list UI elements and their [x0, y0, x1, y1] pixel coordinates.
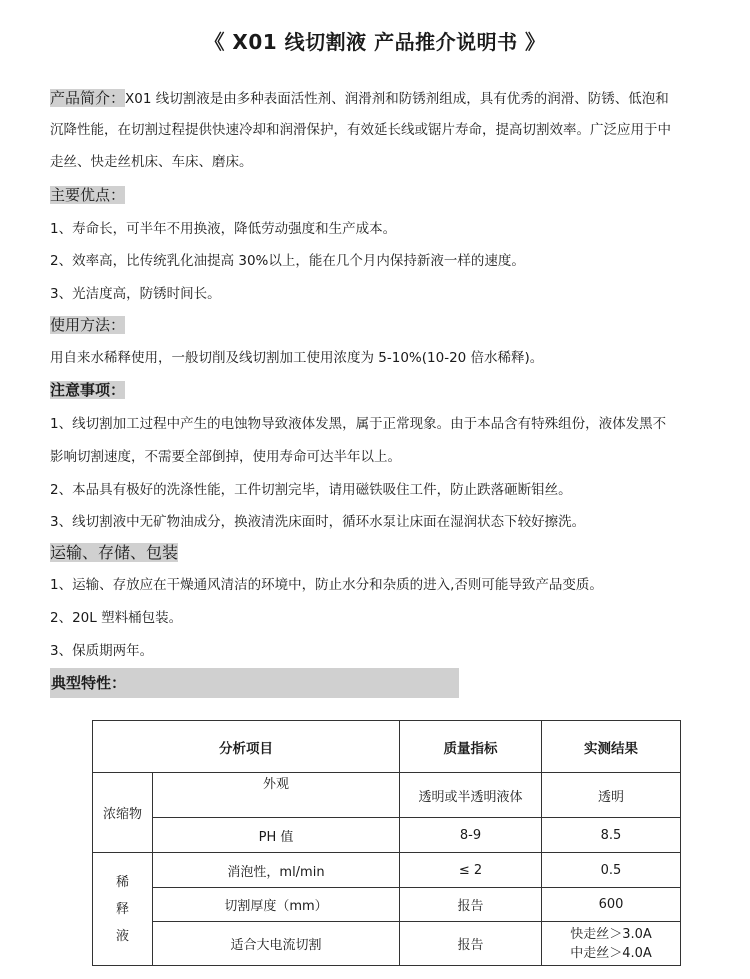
intro-line-2: 沉降性能，在切割过程提供快速冷却和润滑保护，有效延长线或锯片寿命，提高切割效率。广泛应用于中 [50, 122, 671, 138]
row-item: 切割厚度（mm） [153, 888, 400, 922]
group-diluted-char: 释 [115, 901, 129, 917]
note-item-2: 2、本品具有极好的洗涤性能，工件切割完毕，请用磁铁吸住工件，防止跌落砸断钼丝。 [50, 482, 572, 498]
row-spec: 报告 [400, 888, 542, 922]
notes-heading: 注意事项： [50, 381, 126, 399]
typical-heading: 典型特性： [50, 668, 459, 698]
transport-heading-row [50, 544, 178, 563]
row-result: 0.5 [542, 853, 681, 888]
row-spec: ≤ 2 [400, 853, 542, 888]
group-diluted-char: 液 [115, 928, 129, 944]
row-spec: 报告 [400, 922, 542, 966]
advantage-item: 2、效率高，比传统乳化油提高 30%以上，能在几个月内保持新液一样的速度。 [50, 253, 525, 269]
row-item: 外观 [153, 773, 400, 818]
row-result: 8.5 [542, 818, 681, 853]
transport-item: 3、保质期两年。 [50, 643, 154, 659]
table-row [93, 818, 681, 853]
row-spec: 透明或半透明液体 [400, 773, 542, 818]
header-item: 分析项目 [93, 721, 400, 773]
row-result: 600 [542, 888, 681, 922]
group-concentrate: 浓缩物 [93, 773, 153, 853]
row-item: 消泡性，ml/min [153, 853, 400, 888]
usage-heading: 使用方法： [50, 316, 126, 334]
group-diluted [93, 853, 153, 966]
intro-heading: 产品简介： [50, 89, 126, 107]
row-item: PH 值 [153, 818, 400, 853]
advantage-item: 1、寿命长，可半年不用换液，降低劳动强度和生产成本。 [50, 221, 397, 237]
intro-line-1 [50, 89, 669, 108]
document-title: 《 X01 线切割液 产品推介说明书 》 [204, 30, 546, 54]
advantages-heading: 主要优点： [50, 186, 126, 204]
table-row [93, 888, 681, 922]
row-spec: 8-9 [400, 818, 542, 853]
table-row [93, 922, 681, 966]
row-item: 适合大电流切割 [153, 922, 400, 966]
result-line: 中走丝＞4.0A [570, 945, 652, 961]
result-line: 快走丝＞3.0A [570, 926, 652, 942]
usage-heading-row [50, 316, 125, 335]
advantages-heading-row [50, 186, 125, 205]
table-row [93, 773, 681, 818]
usage-text: 用自来水稀释使用，一般切削及线切割加工使用浓度为 5-10%(10-20 倍水稀释)。 [50, 350, 544, 366]
intro-text-1: X01 线切割液是由多种表面活性剂、润滑剂和防锈剂组成，具有优秀的润滑、防锈、低泡和 [125, 91, 669, 107]
header-result: 实测结果 [542, 721, 681, 773]
notes-heading-row [50, 381, 125, 400]
header-spec: 质量指标 [400, 721, 542, 773]
table-row [93, 853, 681, 888]
table-header-row [93, 721, 681, 773]
note-item-1-line-2: 影响切割速度，不需要全部倒掉，使用寿命可达半年以上。 [50, 449, 401, 465]
group-diluted-char: 稀 [115, 874, 129, 890]
note-item-1-line-1: 1、线切割加工过程中产生的电蚀物导致液体发黑，属于正常现象。由于本品含有特殊组份，液体发黑不 [50, 416, 667, 432]
transport-heading: 运输、存储、包装 [50, 543, 179, 562]
row-result: 透明 [542, 773, 681, 818]
transport-item: 2、20L 塑料桶包装。 [50, 610, 183, 626]
properties-table [92, 720, 681, 966]
transport-item: 1、运输、存放应在干燥通风清洁的环境中，防止水分和杂质的进入,否则可能导致产品变质。 [50, 577, 603, 593]
note-item-3: 3、线切割液中无矿物油成分，换液清洗床面时，循环水泵让床面在湿润状态下较好擦洗。 [50, 514, 586, 530]
row-result [542, 922, 681, 966]
advantage-item: 3、光洁度高，防锈时间长。 [50, 286, 221, 302]
intro-line-3: 走丝、快走丝机床、车床、磨床。 [50, 154, 253, 170]
